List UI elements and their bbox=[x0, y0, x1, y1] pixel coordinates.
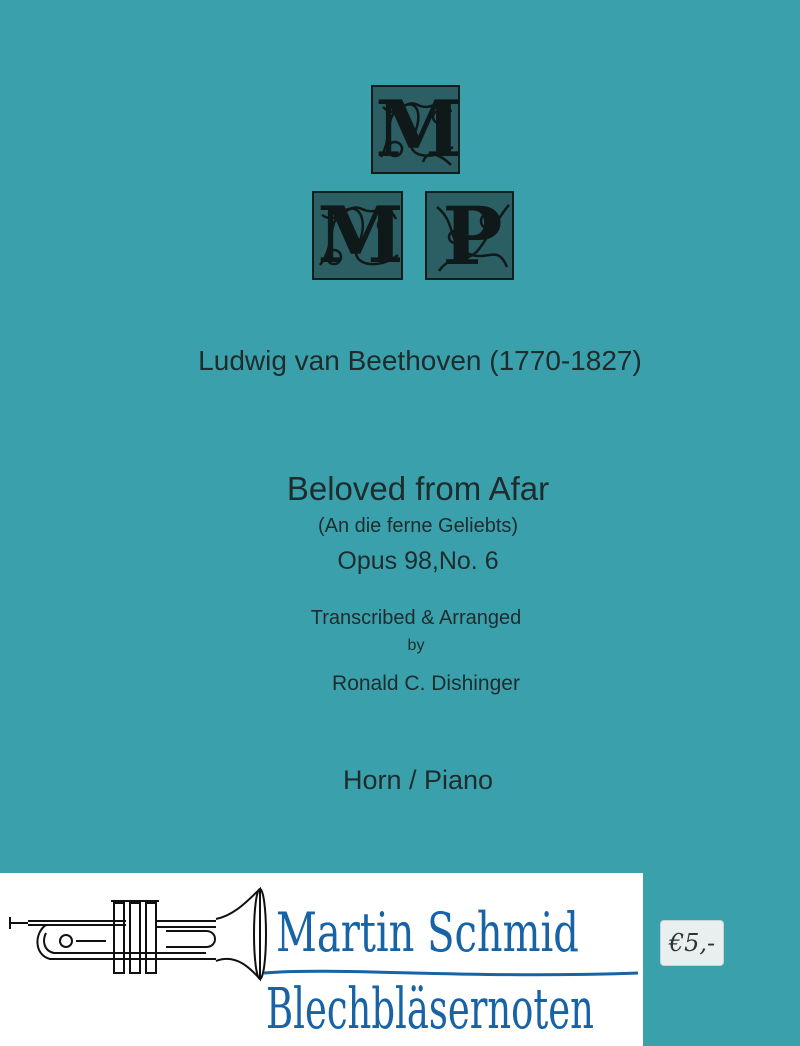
publisher-logo-p-right bbox=[425, 191, 514, 280]
by-label: by bbox=[407, 637, 425, 654]
logo-letter: M bbox=[375, 85, 456, 174]
opus-number: Opus 98,No. 6 bbox=[337, 547, 499, 575]
dealer-name: Martin Schmid bbox=[276, 901, 579, 964]
publisher-logo-m-left bbox=[312, 191, 403, 280]
work-title: Beloved from Afar bbox=[286, 470, 550, 507]
composer-name: Ludwig van Beethoven (1770-1827) bbox=[198, 345, 642, 376]
transcribed-label: Transcribed & Arranged bbox=[310, 607, 522, 629]
arranger-name: Ronald C. Dishinger bbox=[332, 672, 520, 695]
instrumentation: Horn / Piano bbox=[342, 765, 494, 795]
price-tag: €5,- bbox=[660, 920, 724, 966]
logo-letter: P bbox=[442, 191, 497, 280]
original-title: (An die ferne Geliebts) bbox=[317, 515, 519, 537]
dealer-subtitle: Blechbläsernoten bbox=[266, 977, 594, 1042]
trumpet-icon bbox=[6, 883, 268, 983]
logo-letter: M bbox=[317, 191, 398, 280]
publisher-logo-m-top bbox=[371, 85, 460, 174]
dealer-label bbox=[0, 873, 643, 1046]
